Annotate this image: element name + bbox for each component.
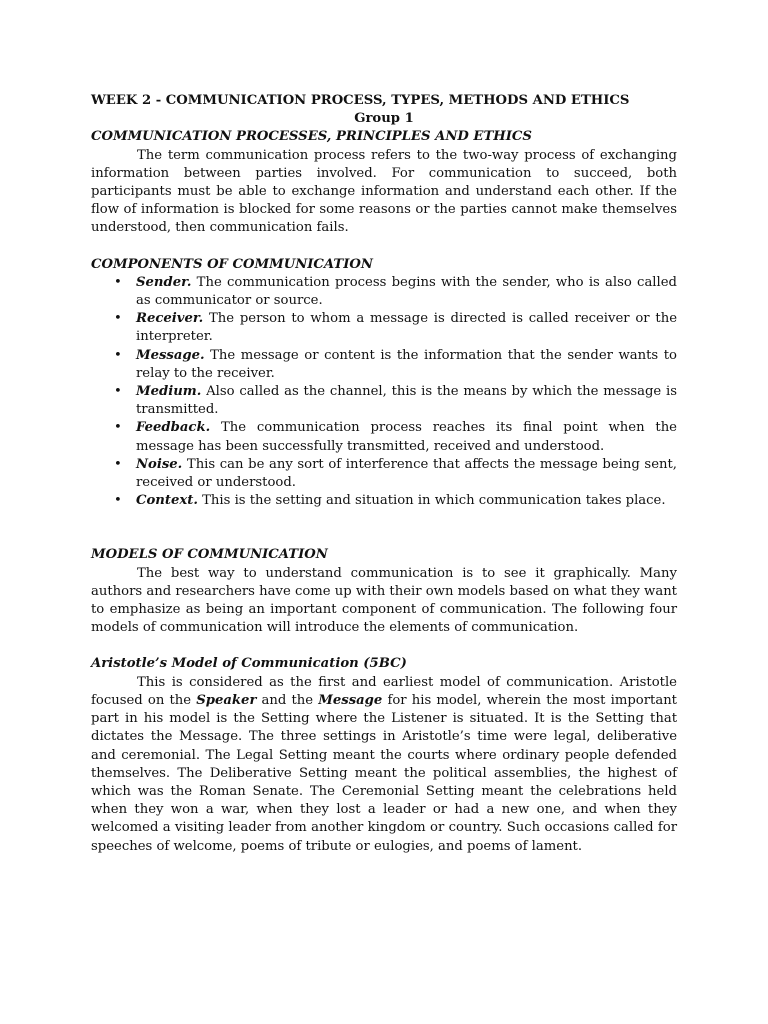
spacer — [91, 510, 677, 546]
definition-noise: This can be any sort of interference that affects the message being sent, received or understood. — [136, 456, 677, 491]
bullet-icon: • — [114, 311, 122, 327]
bullet-icon: • — [114, 384, 122, 400]
definition-medium: Also called as the channel, this is the means by which the message is transmitted. — [136, 384, 677, 418]
term-sender: Sender. — [136, 274, 192, 290]
term-noise: Noise. — [136, 456, 183, 472]
term-message: Message. — [136, 347, 205, 363]
aristotle-text-2: and the — [256, 692, 319, 708]
term-feedback: Feedback. — [136, 420, 211, 436]
term-medium: Medium. — [136, 384, 202, 400]
heading-components: COMPONENTS OF COMMUNICATION — [91, 256, 373, 272]
definition-receiver: The person to whom a message is directed is called receiver or the interpreter. — [136, 311, 677, 345]
list-item — [114, 383, 677, 419]
spacer — [91, 238, 677, 256]
bullet-icon: • — [114, 347, 122, 363]
group-label: Group 1 — [354, 111, 414, 127]
term-receiver: Receiver. — [136, 311, 204, 327]
list-item — [114, 274, 677, 310]
list-item — [114, 456, 677, 492]
definition-context: This is the setting and situation in which communication takes place. — [197, 493, 666, 509]
list-item — [114, 310, 677, 346]
spacer — [91, 637, 677, 655]
term-speaker: Speaker — [196, 692, 257, 708]
term-context: Context. — [136, 493, 198, 509]
bullet-icon: • — [114, 456, 122, 472]
bullet-icon: • — [114, 493, 122, 509]
heading-aristotle: Aristotle’s Model of Communication (5BC) — [91, 656, 407, 672]
page-title: WEEK 2 - COMMUNICATION PROCESS, TYPES, METHODS AND ETHICS — [91, 93, 630, 108]
term-message-emphasis: Message — [318, 692, 383, 708]
paragraph-aristotle — [91, 674, 677, 856]
definition-feedback: The communication process reaches its final point when the message has been successfully transmitted, received and understood. — [136, 420, 677, 454]
paragraph-processes: The term communication process refers to the two-way process of exchanging information between parties involved. For communication to succeed, both participants must be able to exchange information and understand each other. If the flow of information is blocked for some reasons or the parties cannot make themselves understood, then communication fails. — [91, 147, 677, 236]
list-item — [114, 492, 677, 510]
aristotle-text-1: This is considered as the first and earliest model of communication. Aristotle focused on the — [91, 674, 677, 708]
paragraph-models: The best way to understand communication is to see it graphically. Many authors and researchers have come up with their own models based on what they want to emphasize as being an important component of communication. The following four models of communication will introduce the elements of communication. — [91, 565, 677, 636]
definition-sender: The communication process begins with the sender, who is also called as communicator or source. — [136, 274, 677, 309]
components-list — [91, 274, 677, 511]
aristotle-text-3: for his model, wherein the most important part in his model is the Setting where the Listener is situated. It is the Setting that dictates the Message. The three settings in Aristotle’s time were legal, deliberative and ceremonial. The Legal Setting meant the courts where ordinary people defended themselves. The Deliberative Setting meant the political assemblies, the highest of which was the Roman Senate. The Ceremonial Setting meant the celebrations held when they won a war, when they lost a leader or had a new one, and when they welcomed a visiting leader from another kingdom or country. Such occasions called for speeches of welcome, poems of tribute or eulogies, and poems of lament. — [91, 692, 677, 854]
heading-models: MODELS OF COMMUNICATION — [91, 547, 328, 563]
bullet-icon: • — [114, 420, 122, 436]
definition-message: The message or content is the information that the sender wants to relay to the receiver. — [136, 347, 677, 381]
list-item — [114, 419, 677, 455]
bullet-icon: • — [114, 274, 122, 290]
list-item — [114, 347, 677, 383]
heading-processes: COMMUNICATION PROCESSES, PRINCIPLES AND ETHICS — [91, 129, 532, 145]
